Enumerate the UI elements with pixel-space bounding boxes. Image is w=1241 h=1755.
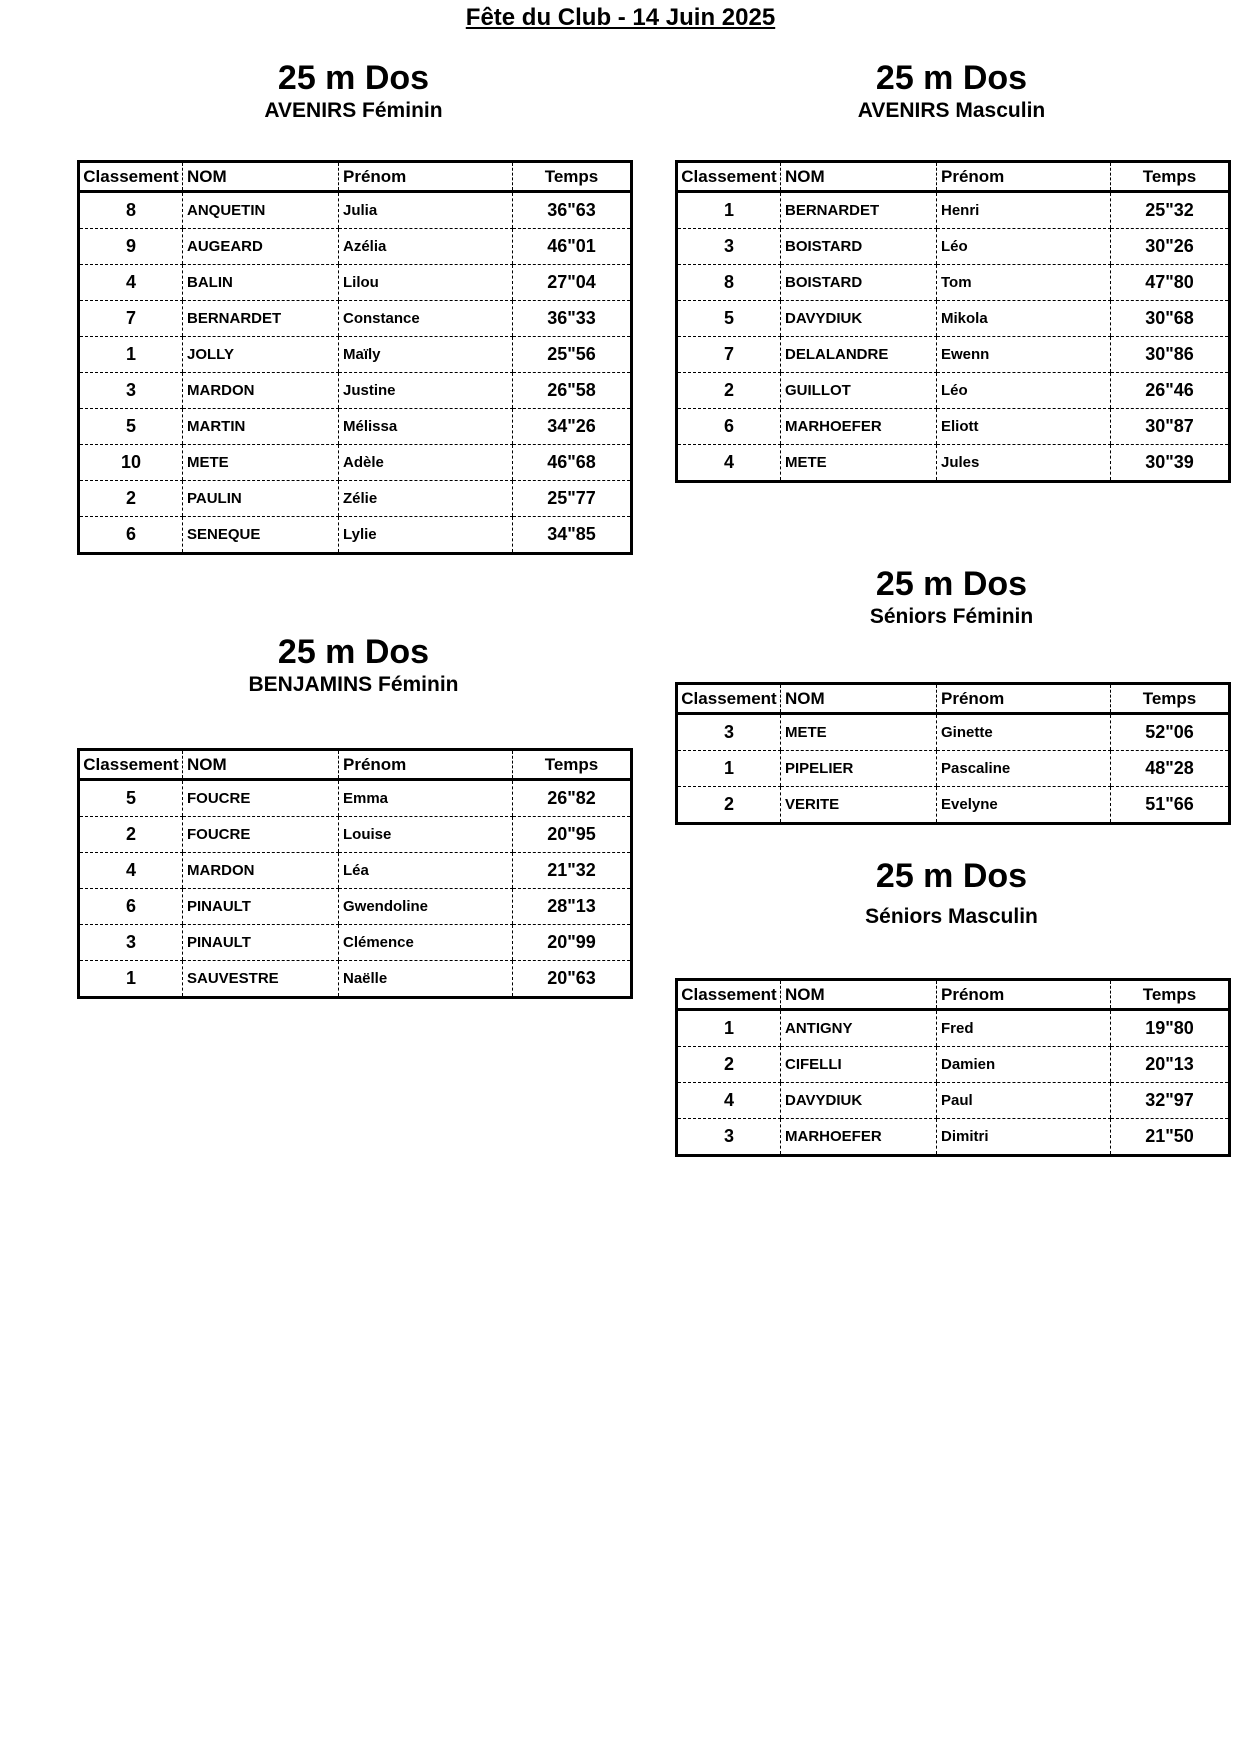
result-block-seniors-masculin (675, 856, 1228, 1146)
rank-cell: 3 (723, 1126, 734, 1146)
header-nom: NOM (781, 980, 937, 1010)
prenom-cell: Tom (937, 265, 1111, 301)
category-title: Séniors Féminin (869, 605, 1034, 628)
header-row (677, 684, 1230, 714)
temps-cell: 30"86 (1111, 337, 1230, 373)
rank-cell: 3 (677, 229, 781, 265)
rank-cell: 8 (79, 192, 183, 229)
result-block-avenirs-masculin (675, 58, 1228, 472)
table-row (79, 780, 632, 817)
temps-cell: 26"82 (513, 780, 632, 817)
rank-cell: 2 (677, 373, 781, 409)
temps-cell: 20"95 (513, 817, 632, 853)
header-temps: Temps (513, 750, 632, 780)
temps-cell: 30"26 (1111, 229, 1230, 265)
table-row (79, 853, 632, 889)
rank-cell: 6 (125, 524, 136, 544)
temps-cell: 36"63 (513, 192, 632, 229)
table-row (677, 301, 1230, 337)
event-title: 25 m Dos (875, 565, 1028, 603)
rank-cell: 6 (677, 409, 781, 445)
header-row (677, 162, 1230, 192)
table-row (677, 373, 1230, 409)
table-row (677, 1083, 1230, 1119)
results-table (675, 160, 1231, 483)
header-prenom: Prénom (937, 980, 1111, 1010)
temps-cell: 21"50 (1111, 1119, 1230, 1156)
temps-cell: 27"04 (513, 265, 632, 301)
nom-cell: ANTIGNY (781, 1010, 937, 1047)
table-row (677, 1119, 1230, 1156)
header-row (677, 980, 1230, 1010)
header-temps: Temps (1111, 162, 1230, 192)
rank-cell: 8 (677, 265, 781, 301)
temps-cell: 30"39 (1111, 445, 1230, 482)
nom-cell: FOUCRE (183, 817, 339, 853)
prenom-cell: Justine (339, 373, 513, 409)
header-row (79, 750, 632, 780)
rank-cell: 2 (677, 1047, 781, 1083)
category-title: BENJAMINS Féminin (248, 673, 459, 696)
nom-cell: ANQUETIN (183, 192, 339, 229)
nom-cell: JOLLY (183, 337, 339, 373)
rank-cell: 1 (677, 751, 781, 787)
prenom-cell: Clémence (339, 925, 513, 961)
prenom-cell: Eliott (937, 409, 1111, 445)
category-title: AVENIRS Masculin (857, 99, 1046, 122)
nom-cell: SENEQUE (183, 517, 339, 554)
prenom-cell: Maïly (339, 337, 513, 373)
nom-cell: MARHOEFER (781, 1119, 937, 1156)
header-classement: Classement (677, 684, 781, 714)
header-prenom: Prénom (937, 162, 1111, 192)
page-title-text: Fête du Club - 14 Juin 2025 (465, 4, 776, 31)
table-row (79, 445, 632, 481)
prenom-cell: Gwendoline (339, 889, 513, 925)
results-table (77, 748, 633, 999)
header-classement: Classement (677, 980, 781, 1010)
table-row (677, 714, 1230, 751)
temps-cell: 30"87 (1111, 409, 1230, 445)
header-nom: NOM (183, 162, 339, 192)
temps-cell: 30"68 (1111, 301, 1230, 337)
temps-cell: 51"66 (1111, 787, 1230, 824)
event-title: 25 m Dos (277, 633, 430, 671)
header-temps: Temps (1111, 980, 1230, 1010)
table-row (677, 229, 1230, 265)
temps-cell: 48"28 (1111, 751, 1230, 787)
header-nom: NOM (781, 162, 937, 192)
prenom-cell: Zélie (339, 481, 513, 517)
prenom-cell: Léa (339, 853, 513, 889)
results-table (675, 682, 1231, 825)
rank-cell: 4 (79, 265, 183, 301)
prenom-cell: Naëlle (339, 961, 513, 998)
temps-cell: 20"99 (513, 925, 632, 961)
table-row (79, 925, 632, 961)
header-nom: NOM (183, 750, 339, 780)
temps-cell: 20"63 (513, 961, 632, 998)
prenom-cell: Fred (937, 1010, 1111, 1047)
rank-cell: 4 (79, 853, 183, 889)
rank-cell: 2 (723, 794, 734, 814)
nom-cell: PAULIN (183, 481, 339, 517)
rank-cell: 7 (677, 337, 781, 373)
table-row (79, 817, 632, 853)
table-row (79, 265, 632, 301)
table-row (677, 192, 1230, 229)
temps-cell: 34"85 (513, 517, 632, 554)
nom-cell: AUGEARD (183, 229, 339, 265)
temps-cell: 28"13 (513, 889, 632, 925)
result-block-benjamins-feminin (77, 632, 630, 988)
table-row (79, 192, 632, 229)
rank-cell: 10 (79, 445, 183, 481)
prenom-cell: Ginette (937, 714, 1111, 751)
nom-cell: PIPELIER (781, 751, 937, 787)
table-row (79, 337, 632, 373)
table-row (79, 889, 632, 925)
nom-cell: DAVYDIUK (781, 301, 937, 337)
nom-cell: VERITE (781, 787, 937, 824)
table-row (79, 229, 632, 265)
header-classement: Classement (79, 162, 183, 192)
table-row (79, 481, 632, 517)
prenom-cell: Emma (339, 780, 513, 817)
event-title: 25 m Dos (277, 59, 430, 97)
header-prenom: Prénom (339, 162, 513, 192)
nom-cell: CIFELLI (781, 1047, 937, 1083)
rank-cell: 5 (79, 409, 183, 445)
nom-cell: DELALANDRE (781, 337, 937, 373)
rank-cell: 7 (79, 301, 183, 337)
nom-cell: PINAULT (183, 925, 339, 961)
prenom-cell: Dimitri (937, 1119, 1111, 1156)
header-classement: Classement (677, 162, 781, 192)
table-row (677, 751, 1230, 787)
rank-cell: 1 (677, 1010, 781, 1047)
category-title: AVENIRS Féminin (264, 99, 443, 122)
prenom-cell: Mikola (937, 301, 1111, 337)
prenom-cell: Julia (339, 192, 513, 229)
prenom-cell: Ewenn (937, 337, 1111, 373)
table-row (79, 409, 632, 445)
table-row (677, 445, 1230, 482)
header-temps: Temps (1111, 684, 1230, 714)
category-title: Séniors Masculin (865, 905, 1038, 928)
nom-cell: FOUCRE (183, 780, 339, 817)
prenom-cell: Henri (937, 192, 1111, 229)
result-block-seniors-feminin (675, 564, 1228, 814)
temps-cell: 34"26 (513, 409, 632, 445)
prenom-cell: Jules (937, 445, 1111, 482)
rank-cell: 5 (79, 780, 183, 817)
rank-cell: 1 (79, 337, 183, 373)
nom-cell: MARDON (183, 373, 339, 409)
nom-cell: BERNARDET (781, 192, 937, 229)
rank-cell: 2 (79, 817, 183, 853)
header-prenom: Prénom (937, 684, 1111, 714)
nom-cell: MARTIN (183, 409, 339, 445)
temps-cell: 36"33 (513, 301, 632, 337)
rank-cell: 3 (79, 925, 183, 961)
rank-cell: 3 (677, 714, 781, 751)
prenom-cell: Louise (339, 817, 513, 853)
prenom-cell: Lylie (339, 517, 513, 554)
prenom-cell: Mélissa (339, 409, 513, 445)
temps-cell: 19"80 (1111, 1010, 1230, 1047)
temps-cell: 46"01 (513, 229, 632, 265)
temps-cell: 52"06 (1111, 714, 1230, 751)
rank-cell: 9 (79, 229, 183, 265)
nom-cell: MARDON (183, 853, 339, 889)
rank-cell: 4 (677, 1083, 781, 1119)
temps-cell: 26"58 (513, 373, 632, 409)
nom-cell: METE (781, 714, 937, 751)
table-row (677, 337, 1230, 373)
nom-cell: BERNARDET (183, 301, 339, 337)
results-table (77, 160, 633, 555)
nom-cell: SAUVESTRE (183, 961, 339, 998)
table-row (79, 301, 632, 337)
nom-cell: MARHOEFER (781, 409, 937, 445)
temps-cell: 47"80 (1111, 265, 1230, 301)
prenom-cell: Constance (339, 301, 513, 337)
prenom-cell: Léo (937, 229, 1111, 265)
prenom-cell: Léo (937, 373, 1111, 409)
nom-cell: METE (183, 445, 339, 481)
temps-cell: 21"32 (513, 853, 632, 889)
temps-cell: 32"97 (1111, 1083, 1230, 1119)
rank-cell: 3 (79, 373, 183, 409)
event-title: 25 m Dos (875, 59, 1028, 97)
event-title: 25 m Dos (875, 857, 1028, 895)
prenom-cell: Evelyne (937, 787, 1111, 824)
header-nom: NOM (781, 684, 937, 714)
prenom-cell: Paul (937, 1083, 1111, 1119)
nom-cell: DAVYDIUK (781, 1083, 937, 1119)
table-row (79, 517, 632, 554)
nom-cell: BALIN (183, 265, 339, 301)
rank-cell: 1 (677, 192, 781, 229)
prenom-cell: Lilou (339, 265, 513, 301)
nom-cell: BOISTARD (781, 265, 937, 301)
table-row (677, 265, 1230, 301)
table-row (677, 787, 1230, 824)
temps-cell: 26"46 (1111, 373, 1230, 409)
nom-cell: METE (781, 445, 937, 482)
temps-cell: 25"77 (513, 481, 632, 517)
nom-cell: PINAULT (183, 889, 339, 925)
rank-cell: 1 (125, 968, 136, 988)
page-title (0, 4, 1241, 32)
header-temps: Temps (513, 162, 632, 192)
table-row (677, 409, 1230, 445)
table-row (677, 1010, 1230, 1047)
temps-cell: 46"68 (513, 445, 632, 481)
prenom-cell: Adèle (339, 445, 513, 481)
header-row (79, 162, 632, 192)
prenom-cell: Pascaline (937, 751, 1111, 787)
temps-cell: 25"32 (1111, 192, 1230, 229)
results-table (675, 978, 1231, 1157)
prenom-cell: Damien (937, 1047, 1111, 1083)
header-prenom: Prénom (339, 750, 513, 780)
table-row (79, 373, 632, 409)
temps-cell: 25"56 (513, 337, 632, 373)
temps-cell: 20"13 (1111, 1047, 1230, 1083)
rank-cell: 2 (79, 481, 183, 517)
table-row (677, 1047, 1230, 1083)
prenom-cell: Azélia (339, 229, 513, 265)
rank-cell: 4 (723, 452, 734, 472)
result-block-avenirs-feminin (77, 58, 630, 544)
nom-cell: BOISTARD (781, 229, 937, 265)
rank-cell: 6 (79, 889, 183, 925)
rank-cell: 5 (677, 301, 781, 337)
header-classement: Classement (79, 750, 183, 780)
nom-cell: GUILLOT (781, 373, 937, 409)
table-row (79, 961, 632, 998)
